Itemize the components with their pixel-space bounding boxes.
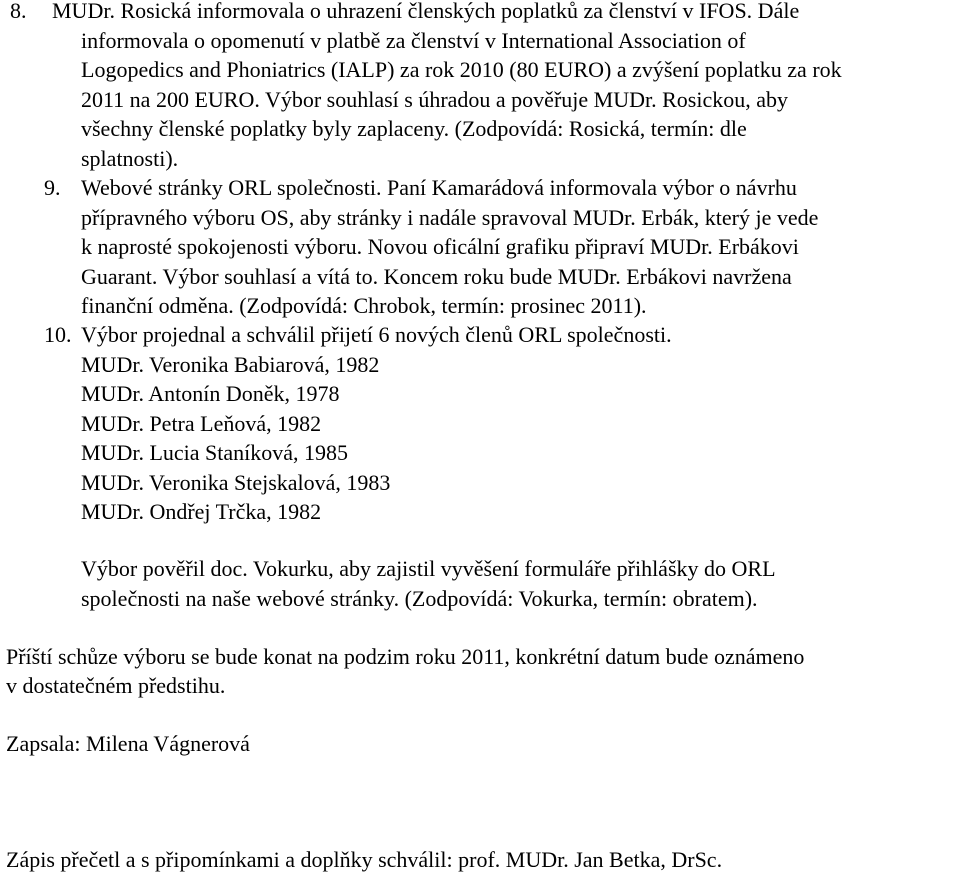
new-member: MUDr. Veronika Stejskalová, 1983 [81, 470, 391, 495]
item-number: 8. [10, 0, 27, 23]
new-member: MUDr. Ondřej Trčka, 1982 [81, 499, 322, 524]
item-9-line: finanční odměna. (Zodpovídá: Chrobok, termín: prosinec 2011). [81, 293, 647, 318]
item-8-line: všechny členské poplatky byly zaplaceny. (Zodpovídá: Rosická, termín: dle [81, 116, 747, 141]
item-number: 9. [44, 175, 61, 200]
item-8-line: Logopedics and Phoniatrics (IALP) za rok 2010 (80 EURO) a zvýšení poplatku za rok [81, 57, 842, 82]
recorded-by: Zapsala: Milena Vágnerová [6, 731, 250, 756]
item-8-line: 2011 na 200 EURO. Výbor souhlasí s úhradou a pověřuje MUDr. Rosickou, aby [81, 87, 788, 112]
item-8-line: informovala o opomenutí v platbě za členství v International Association of [81, 28, 746, 53]
next-meeting-line: v dostatečném předstihu. [6, 673, 226, 698]
new-member: MUDr. Antonín Doněk, 1978 [81, 381, 340, 406]
item-8-line: MUDr. Rosická informovala o uhrazení členských poplatků za členství v IFOS. Dále [52, 0, 800, 23]
item-9-line: přípravného výboru OS, aby stránky i nadále spravoval MUDr. Erbák, který je vede [81, 205, 819, 230]
next-meeting-line: Příští schůze výboru se bude konat na podzim roku 2011, konkrétní datum bude oznámeno [6, 644, 805, 669]
new-member: MUDr. Petra Leňová, 1982 [81, 411, 322, 436]
approved-by: Zápis přečetl a s připomínkami a doplňky schválil: prof. MUDr. Jan Betka, DrSc. [6, 847, 723, 872]
item-9-line: Webové stránky ORL společnosti. Paní Kamarádová informovala výbor o návrhu [81, 175, 797, 200]
new-member: MUDr. Veronika Babiarová, 1982 [81, 352, 380, 377]
item-8-line: splatnosti). [81, 146, 179, 171]
item-9-line: k naprosté spokojenosti výboru. Novou oficální grafiku připraví MUDr. Erbákovi [81, 234, 799, 259]
item-10-note-line: společnosti na naše webové stránky. (Zodpovídá: Vokurka, termín: obratem). [81, 586, 758, 611]
item-10-intro: Výbor projednal a schválil přijetí 6 nových členů ORL společnosti. [81, 322, 672, 347]
item-number: 10. [44, 322, 72, 347]
new-member: MUDr. Lucia Staníková, 1985 [81, 440, 349, 465]
item-10-note-line: Výbor pověřil doc. Vokurku, aby zajistil vyvěšení formuláře přihlášky do ORL [81, 556, 776, 581]
item-9-line: Guarant. Výbor souhlasí a vítá to. Koncem roku bude MUDr. Erbákovi navržena [81, 264, 792, 289]
